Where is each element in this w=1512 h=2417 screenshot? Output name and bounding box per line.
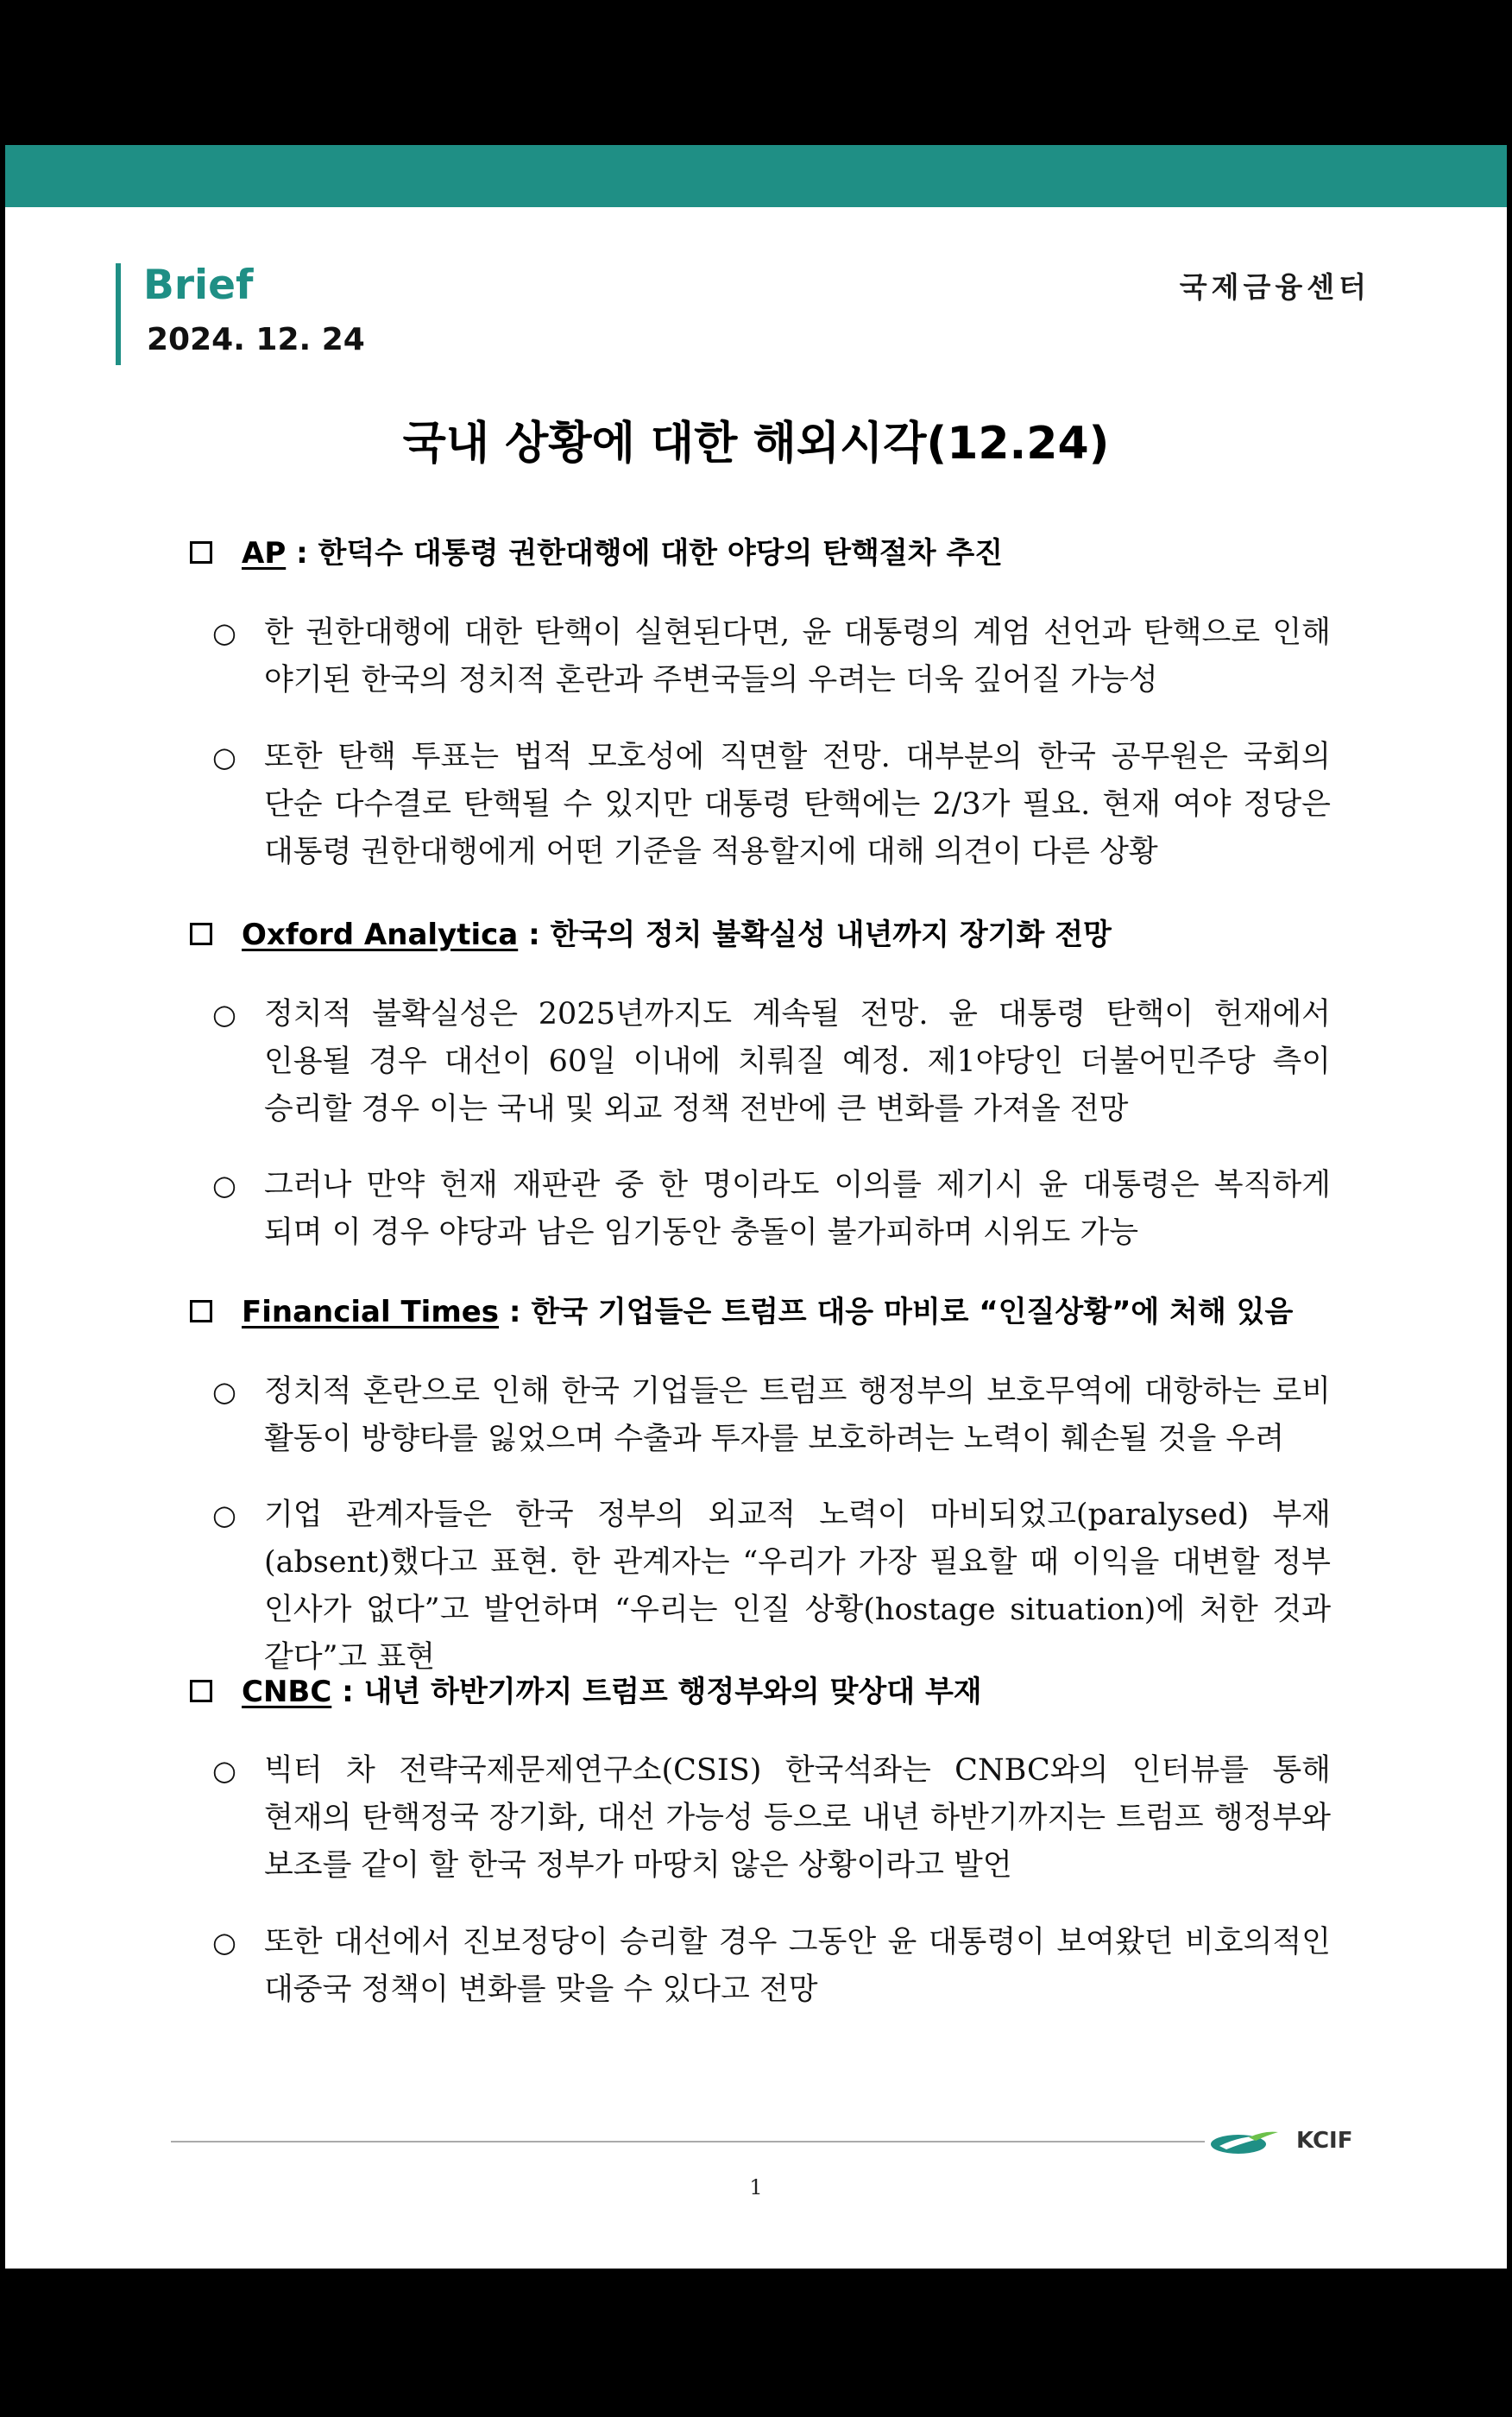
brief-label: Brief [143,262,254,309]
bullet-text: 한 권한대행에 대한 탄핵이 실현된다면, 윤 대통령의 계엄 선언과 탄핵으로 인해 야기된 한국의 정치적 혼란과 주변국들의 우려는 더욱 깊어질 가능성 [264,615,1331,697]
bullet-item [212,734,1331,876]
circle-bullet-icon: ○ [212,998,236,1031]
brief-accent-bar [116,263,121,365]
bullet-item [212,609,1331,704]
bullet-item [212,1162,1331,1257]
section-heading-financial-times [190,1288,1293,1336]
section-separator: : [296,536,308,571]
bullet-text: 그러나 만약 헌재 재판관 중 한 명이라도 이의를 제기시 윤 대통령은 복직하게 되며 이 경우 야당과 남은 임기동안 충돌이 불가피하며 시위도 가능 [264,1168,1331,1250]
section-headline: 내년 하반기까지 트럼프 행정부와의 맞상대 부재 [363,1675,982,1709]
bullet-item [212,1492,1331,1682]
page-number: 1 [749,2175,763,2199]
circle-bullet-icon: ○ [212,1754,236,1787]
checkbox-icon [190,1300,212,1322]
bullet-item [212,1919,1331,2014]
checkbox-icon [190,541,212,564]
section-separator: : [528,918,540,952]
bullet-text: 정치적 혼란으로 인해 한국 기업들은 트럼프 행정부의 보호무역에 대항하는 로비 활동이 방향타를 잃었으며 수출과 투자를 보호하려는 노력이 훼손될 것을 우려 [264,1374,1331,1456]
section-source: Financial Times [242,1295,500,1329]
bullet-text: 또한 탄핵 투표는 법적 모호성에 직면할 전망. 대부분의 한국 공무원은 국회의 단순 다수결로 탄핵될 수 있지만 대통령 탄핵에는 2/3가 필요. 현재 여야 정당은 대통령 권한대행에게 어떤 기준을 적용할지에 대해 의견이 다른 상황 [264,740,1331,869]
section-heading-cnbc [190,1668,982,1716]
bullet-text: 기업 관계자들은 한국 정부의 외교적 노력이 마비되었고(paralysed) 부재(absent)했다고 표현. 한 관계자는 “우리가 가장 필요할 때 이익을 대변할 정부 인사가 없다”고 발언하며 “우리는 인질 상황(hostage situation)에 처한 것과 같다”고 표현 [264,1498,1331,1675]
footer-brand: KCIF [1296,2128,1353,2154]
organization-name: 국제금융센터 [1179,270,1370,304]
circle-bullet-icon: ○ [212,1169,236,1202]
section-separator: : [508,1295,521,1329]
section-headline: 한덕수 대통령 권한대행에 대한 야당의 탄핵절차 추진 [318,536,1004,571]
section-headline: 한국 기업들은 트럼프 대응 마비로 “인질상황”에 처해 있음 [531,1295,1294,1329]
checkbox-icon [190,1680,212,1702]
section-source: CNBC [242,1675,332,1709]
section-headline: 한국의 정치 불확실성 내년까지 장기화 전망 [550,918,1112,952]
brief-date: 2024. 12. 24 [147,322,365,357]
circle-bullet-icon: ○ [212,1499,236,1531]
circle-bullet-icon: ○ [212,1375,236,1408]
circle-bullet-icon: ○ [212,1926,236,1959]
circle-bullet-icon: ○ [212,741,236,773]
footer-divider [171,2141,1205,2142]
circle-bullet-icon: ○ [212,616,236,649]
kcif-logo-icon [1209,2127,1280,2156]
header-color-band [5,145,1507,207]
bullet-text: 정치적 불확실성은 2025년까지도 계속될 전망. 윤 대통령 탄핵이 헌재에서 인용될 경우 대선이 60일 이내에 치뤄질 예정. 제1야당인 더불어민주당 측이 승리할 경우 이는 국내 및 외교 정책 전반에 큰 변화를 가져올 전망 [264,997,1331,1126]
section-separator: : [342,1675,354,1709]
bullet-item [212,1368,1331,1463]
section-heading-ap [190,529,1003,577]
document-page [5,145,1507,2269]
section-source: Oxford Analytica [242,918,519,952]
bullet-text: 또한 대선에서 진보정당이 승리할 경우 그동안 윤 대통령이 보여왔던 비호의적인 대중국 정책이 변화를 맞을 수 있다고 전망 [264,1925,1331,2007]
bullet-text: 빅터 차 전략국제문제연구소(CSIS) 한국석좌는 CNBC와의 인터뷰를 통해 현재의 탄핵정국 장기화, 대선 가능성 등으로 내년 하반기까지는 트럼프 행정부와 보조를 같이 할 한국 정부가 마땅치 않은 상황이라고 발언 [264,1753,1331,1883]
checkbox-icon [190,923,212,945]
bullet-item [212,991,1331,1133]
section-source: AP [242,536,287,571]
document-title: 국내 상황에 대한 해외시각(12.24) [402,418,1110,470]
bullet-item [212,1747,1331,1890]
section-heading-oxford-analytica [190,911,1112,959]
